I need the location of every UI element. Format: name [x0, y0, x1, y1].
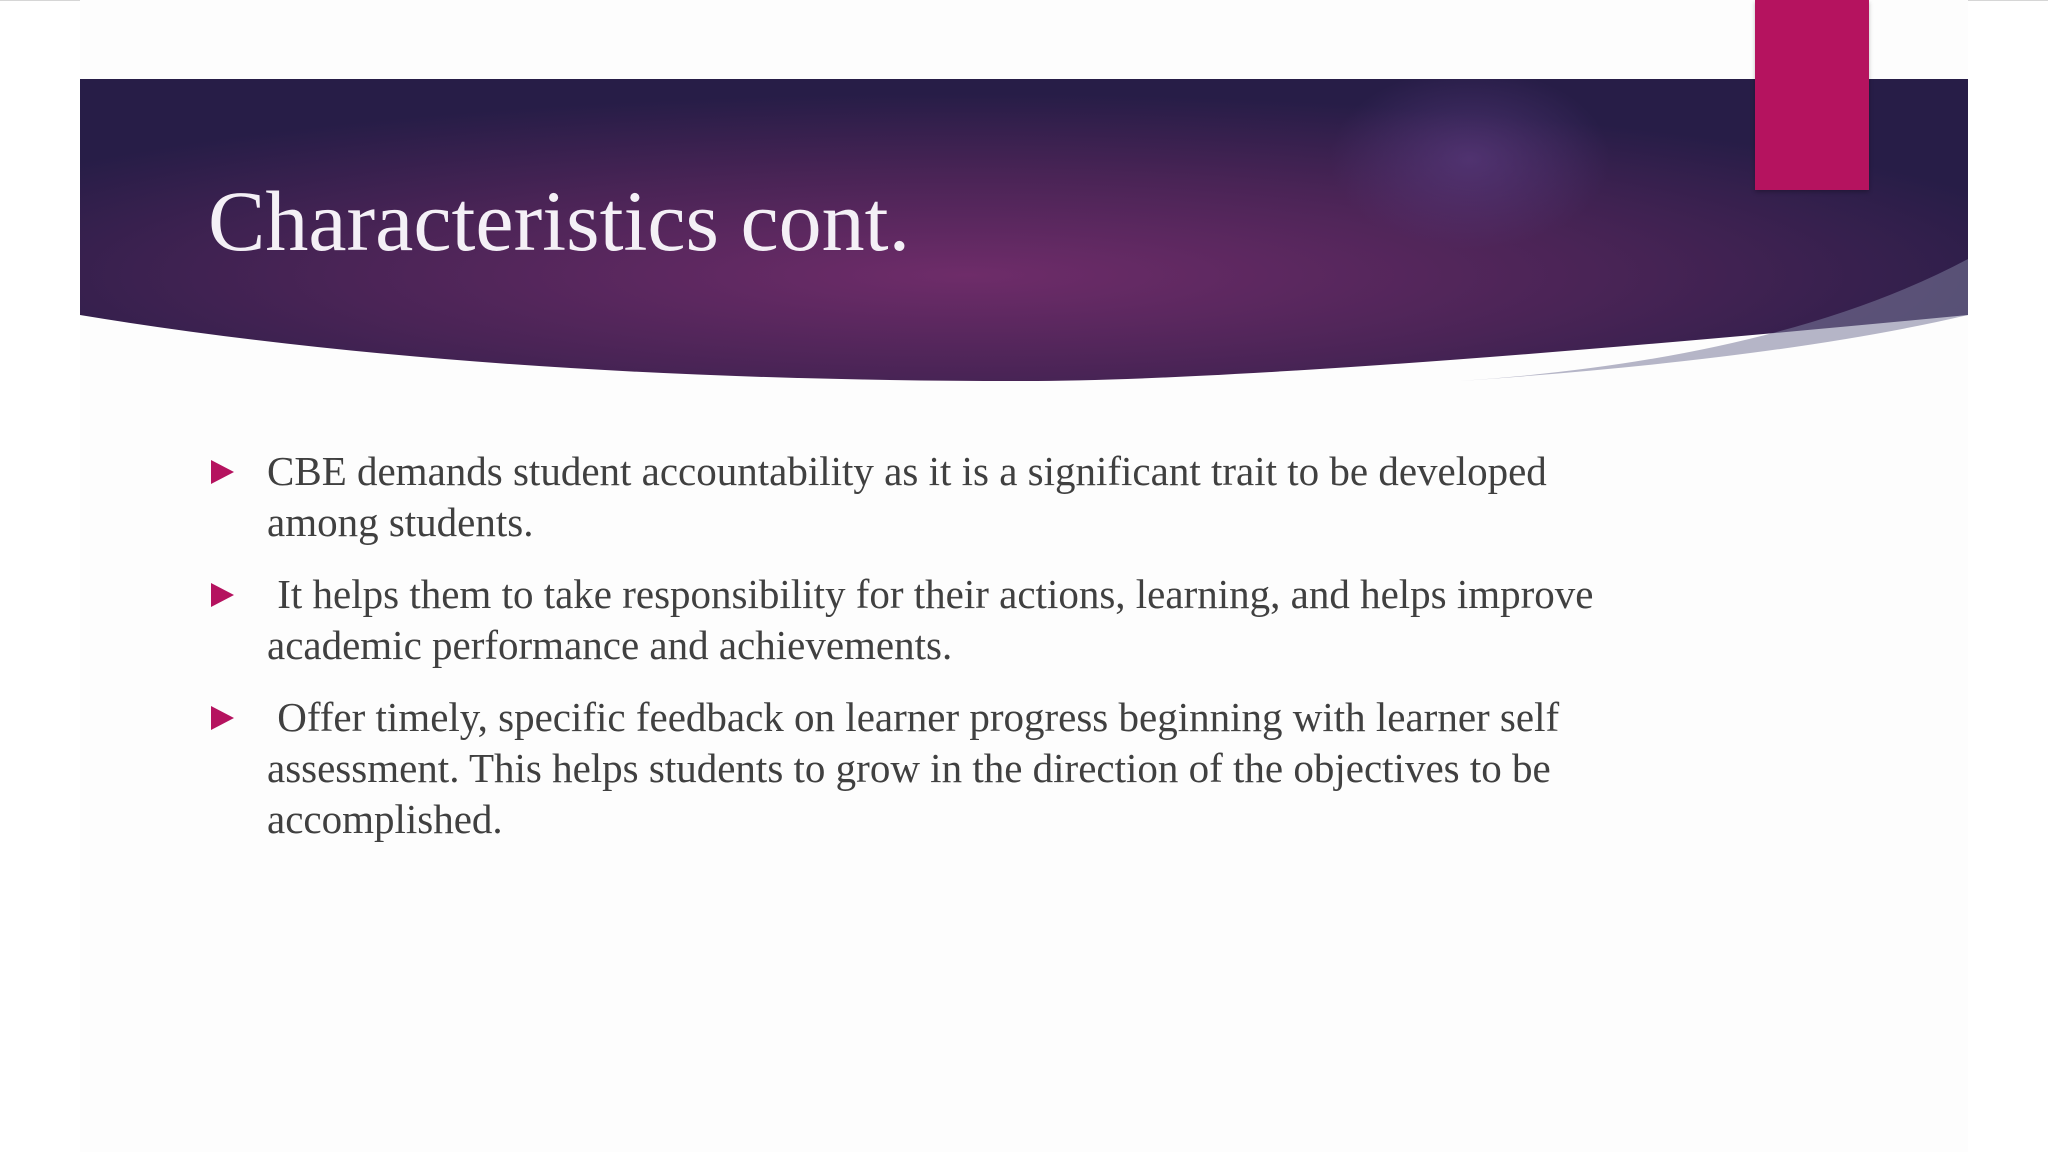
- bullet-text: It helps them to take responsibility for their actions, learning, and helps improve academic performance and achievements.: [267, 571, 1604, 668]
- accent-tab: [1755, 0, 1869, 190]
- bullet-list: [208, 446, 1668, 866]
- triangle-right-icon: [211, 583, 234, 607]
- triangle-right-icon: [211, 460, 234, 484]
- bullet-item: [208, 569, 1668, 671]
- triangle-right-icon: [211, 706, 234, 730]
- bullet-item: [208, 692, 1668, 845]
- bullet-text: CBE demands student accountability as it is a significant trait to be developed among students.: [267, 448, 1558, 545]
- bullet-item: [208, 446, 1668, 548]
- bullet-text: Offer timely, specific feedback on learner progress beginning with learner self assessment. This helps students to grow in the direction of the objectives to be accomplished.: [267, 694, 1570, 842]
- slide-title: Characteristics cont.: [208, 173, 911, 269]
